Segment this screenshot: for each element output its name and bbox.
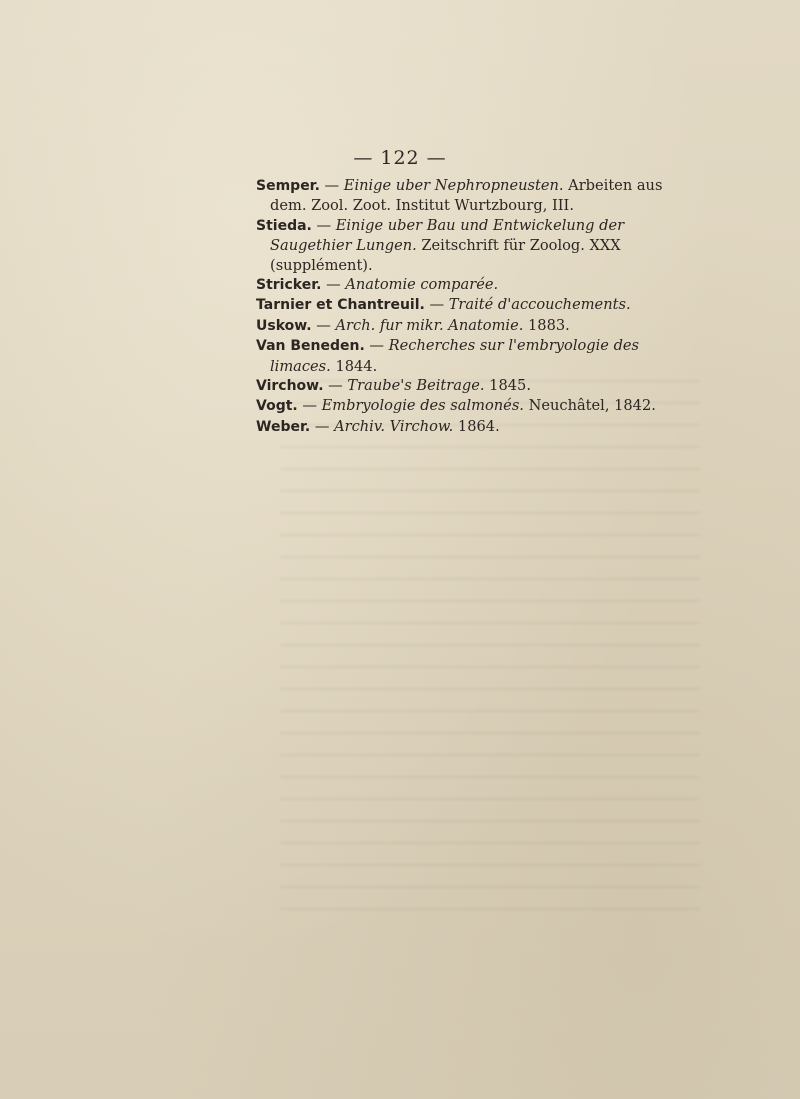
entry-separator: —	[297, 397, 322, 415]
entry-title: Arch. fur mikr. Anatomie.	[335, 316, 524, 334]
entry-author: Uskow.	[256, 317, 312, 334]
entry-author: Weber.	[256, 418, 311, 435]
entry-title: Embryologie des salmonés.	[321, 397, 524, 415]
bibliography-entry	[256, 316, 696, 336]
entry-title: Einige uber Bau und Entwickelung der Saugethier Lungen.	[270, 216, 625, 255]
bibliography-entry	[256, 396, 696, 416]
entry-author: Semper.	[256, 178, 320, 194]
entry-author: Virchow.	[256, 378, 324, 395]
bibliography-entry	[256, 275, 696, 295]
entry-separator: —	[323, 377, 348, 395]
entry-author: Stieda.	[256, 217, 312, 234]
entry-title: Traité d'accouchements.	[448, 296, 631, 314]
bibliography-entry	[256, 216, 696, 275]
bleed-through-text	[280, 380, 700, 930]
bibliography-entry	[256, 176, 696, 216]
entry-separator: —	[321, 276, 346, 294]
entry-title: Recherches sur l'embryologie des limaces.	[270, 337, 640, 375]
bibliography-list	[256, 176, 696, 437]
entry-author: Tarnier et Chantreuil.	[256, 297, 425, 314]
entry-title: Traube's Beitrage.	[347, 377, 485, 395]
entry-title: Einige uber Nephropneusten.	[343, 177, 564, 194]
entry-title: Anatomie comparée.	[345, 276, 499, 294]
entry-details: Neuchâtel, 1842.	[523, 397, 656, 415]
entry-details: Zeitschrift für Zoolog. XXX (supplément).	[270, 237, 621, 274]
bibliography-entry	[256, 336, 696, 376]
entry-author: Vogt.	[256, 398, 298, 415]
entry-details: Arbeiten aus dem. Zool. Zoot. Institut Wurtzbourg, III.	[270, 177, 663, 215]
entry-separator: —	[311, 316, 336, 334]
entry-separator: —	[364, 337, 389, 355]
entry-details: 1883.	[523, 316, 570, 334]
entry-separator: —	[424, 296, 449, 314]
entry-title: Archiv. Virchow.	[334, 417, 454, 435]
bibliography-entry	[256, 376, 696, 396]
entry-details: 1864.	[453, 417, 500, 435]
entry-author: Stricker.	[256, 277, 322, 294]
entry-separator: —	[311, 216, 336, 234]
bibliography-entry	[256, 295, 696, 315]
entry-separator: —	[310, 417, 335, 435]
page-number: — 122 —	[353, 147, 447, 169]
entry-separator: —	[319, 177, 344, 194]
entry-details: 1845.	[484, 377, 531, 395]
bibliography-entry	[256, 417, 696, 437]
entry-details: 1844.	[330, 357, 378, 375]
entry-author: Van Beneden.	[256, 338, 365, 355]
